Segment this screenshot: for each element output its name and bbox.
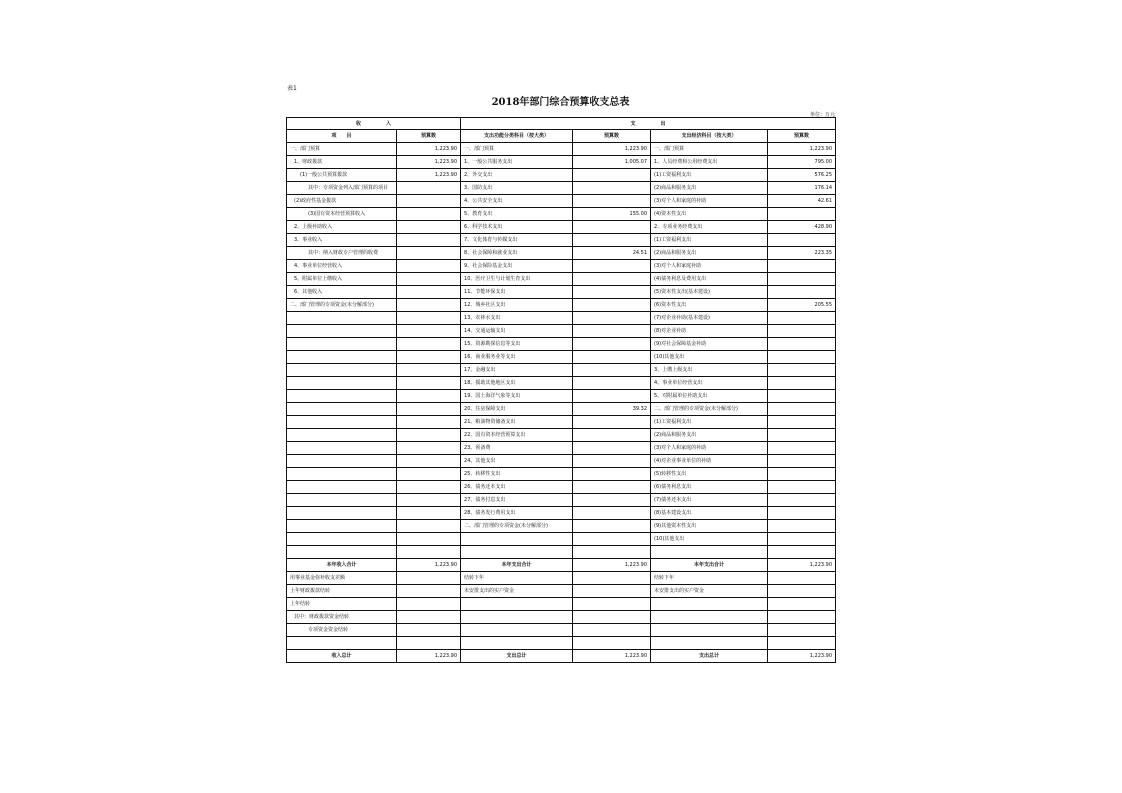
econ-budget-cell: 42.61 [768,195,836,208]
table-row [287,377,836,390]
table-row [287,468,836,481]
table-row [287,403,836,416]
extra-func-cell [461,624,573,637]
income-budget-cell: 1,223.90 [397,169,461,182]
extra-item-cell: 上年结转 [287,598,397,611]
table-row [287,481,836,494]
unit-label: 单位：万元 [809,112,835,118]
func-budget-cell: 24.51 [573,247,651,260]
econ-budget-cell: 176.14 [768,182,836,195]
econ-budget-cell: 205.55 [768,299,836,312]
income-item-cell: 4、事业单位经营收入 [287,260,397,273]
func-budget-cell [573,273,651,286]
income-budget-cell [397,390,461,403]
income-budget-cell [397,533,461,546]
income-budget-cell [397,299,461,312]
col-econ-header: 支出经济科目（按大类） [651,130,768,143]
func-item-cell: 18、援助其他地区支出 [461,377,573,390]
extra-budget-cell [397,611,461,624]
income-item-cell [287,390,397,403]
income-budget-cell [397,351,461,364]
econ-item-cell: (7)对企业补助(基本建设) [651,312,768,325]
grand-func-value: 1,223.90 [573,650,651,663]
income-item-cell [287,494,397,507]
table-row [287,416,836,429]
income-item-cell [287,481,397,494]
extra-budget-cell [397,624,461,637]
income-item-cell [287,364,397,377]
table-row [287,260,836,273]
income-item-cell [287,377,397,390]
extra-item-cell: 其中：财政拨款资金结转 [287,611,397,624]
table-row [287,299,836,312]
extra-econ-budget-cell [768,624,836,637]
econ-budget-cell [768,481,836,494]
extra-item-cell: 用事业基金弥补收支差额 [287,572,397,585]
econ-item-cell: (10)其他支出 [651,351,768,364]
func-item-cell: 23、预备费 [461,442,573,455]
econ-item-cell: (9)其他资本性支出 [651,520,768,533]
table-row [287,247,836,260]
econ-item-cell: (6)债务利息支出 [651,481,768,494]
func-item-cell: 4、公共安全支出 [461,195,573,208]
grand-total-row [287,650,836,663]
func-item-cell: 28、债务发行费用支出 [461,507,573,520]
grand-econ-label: 支出总计 [651,650,768,663]
func-item-cell: 12、城乡社区支出 [461,299,573,312]
income-item-cell [287,351,397,364]
table-row [287,195,836,208]
econ-budget-cell: 576.25 [768,169,836,182]
income-item-cell: (2)政府性基金拨款 [287,195,397,208]
income-budget-cell [397,273,461,286]
econ-budget-cell [768,416,836,429]
extra-econ-budget-cell [768,598,836,611]
col-budget2-header: 预算数 [573,130,651,143]
table-row [287,169,836,182]
econ-total-value: 1,223.90 [768,559,836,572]
extra-func-budget-cell [573,598,651,611]
func-budget-cell [573,351,651,364]
extra-budget-cell [397,572,461,585]
table-row [287,533,836,546]
income-item-cell: 其中：专项资金列入部门预算的项目 [287,182,397,195]
func-total-value: 1,223.90 [573,559,651,572]
income-budget-cell [397,468,461,481]
func-item-cell: 5、教育支出 [461,208,573,221]
extra-item-cell: 上年财政拨款结转 [287,585,397,598]
econ-budget-cell [768,403,836,416]
col-budget3-header: 预算数 [768,130,836,143]
income-item-cell: 3、事业收入 [287,234,397,247]
econ-budget-cell [768,273,836,286]
income-budget-cell [397,403,461,416]
col-func-header: 支出功能分类科目（按大类） [461,130,573,143]
econ-item-cell: (8)基本建设支出 [651,507,768,520]
func-budget-cell [573,481,651,494]
income-budget-cell [397,494,461,507]
table-row [287,364,836,377]
page-title: 2018年部门综合预算收支总表 [491,97,630,108]
econ-item-cell: (1)工资福利支出 [651,234,768,247]
func-item-cell: 9、社会保险基金支出 [461,260,573,273]
extra-budget-cell [397,598,461,611]
func-budget-cell [573,286,651,299]
econ-budget-cell [768,429,836,442]
econ-item-cell: (1)工资福利支出 [651,416,768,429]
econ-item-cell: (7)债务还本支出 [651,494,768,507]
econ-budget-cell [768,494,836,507]
income-budget-cell [397,481,461,494]
func-item-cell: 17、金融支出 [461,364,573,377]
econ-item-cell: (4)对企业事业单位的补助 [651,455,768,468]
table-row [287,221,836,234]
econ-item-cell: (2)商品和服务支出 [651,429,768,442]
extra-econ-budget-cell [768,611,836,624]
func-budget-cell [573,312,651,325]
func-budget-cell [573,416,651,429]
extra-func-budget-cell [573,624,651,637]
income-item-cell: 5、附属单位上缴收入 [287,273,397,286]
income-item-cell [287,312,397,325]
income-total-value: 1,223.90 [397,559,461,572]
table-row [287,312,836,325]
econ-budget-cell [768,338,836,351]
table-row [287,455,836,468]
econ-item-cell: (4)债务利息及费用支出 [651,273,768,286]
extra-econ-budget-cell [768,572,836,585]
table-row [287,351,836,364]
income-budget-cell [397,520,461,533]
table-row [287,208,836,221]
extra-func-cell: 未安排支出的实户资金 [461,585,573,598]
econ-item-cell: (2)商品和服务支出 [651,247,768,260]
econ-item-cell: 4、事业单位经营支出 [651,377,768,390]
grand-func-label: 支出总计 [461,650,573,663]
table-row [287,156,836,169]
income-budget-cell [397,286,461,299]
func-budget-cell [573,234,651,247]
extra-func-cell [461,598,573,611]
table-row [287,494,836,507]
func-item-cell: 7、文化体育与传媒支出 [461,234,573,247]
econ-item-cell: (5)资本性支出(基本建设) [651,286,768,299]
func-item-cell: 24、其他支出 [461,455,573,468]
func-budget-cell: 1,223.90 [573,143,651,156]
econ-budget-cell: 428.90 [768,221,836,234]
income-item-cell [287,507,397,520]
income-budget-cell [397,325,461,338]
extra-row [287,624,836,637]
func-budget-cell [573,260,651,273]
table-row [287,520,836,533]
extra-row [287,572,836,585]
econ-budget-cell [768,468,836,481]
income-item-cell [287,325,397,338]
func-item-cell: 8、社会保障和就业支出 [461,247,573,260]
econ-item-cell: (9)对社会保障基金补助 [651,338,768,351]
income-item-cell: 其中：纳入财政专户管理的收费 [287,247,397,260]
table-row [287,338,836,351]
func-budget-cell [573,325,651,338]
extra-func-budget-cell [573,572,651,585]
func-budget-cell [573,468,651,481]
income-item-cell: 6、其他收入 [287,286,397,299]
econ-budget-cell [768,351,836,364]
budget-table [286,117,836,663]
func-budget-cell: 39.32 [573,403,651,416]
table-row [287,507,836,520]
table-row [287,325,836,338]
income-item-cell [287,455,397,468]
income-budget-cell [397,507,461,520]
econ-budget-cell: 223.35 [768,247,836,260]
income-total-label: 本年收入合计 [287,559,397,572]
extra-func-budget-cell [573,585,651,598]
income-budget-cell [397,234,461,247]
func-item-cell: 19、国土海洋气象等支出 [461,390,573,403]
func-budget-cell [573,377,651,390]
func-budget-cell [573,507,651,520]
extra-econ-cell: 结转下年 [651,572,768,585]
extra-budget-cell [397,585,461,598]
func-item-cell: 27、债务付息支出 [461,494,573,507]
func-item-cell: 13、农林水支出 [461,312,573,325]
func-item-cell: 16、商业服务业等支出 [461,351,573,364]
econ-budget-cell [768,364,836,377]
func-budget-cell [573,182,651,195]
expense-header: 支 出 [461,118,836,130]
income-budget-cell: 1,223.90 [397,156,461,169]
income-budget-cell [397,377,461,390]
econ-item-cell: (5)转移性支出 [651,468,768,481]
func-item-cell: 二、部门管理的专项资金(未分解部分) [461,520,573,533]
extra-econ-cell [651,611,768,624]
income-item-cell [287,338,397,351]
econ-item-cell: (8)对企业补助 [651,325,768,338]
func-item-cell: 3、国防支出 [461,182,573,195]
income-budget-cell [397,364,461,377]
func-budget-cell: 1,005.07 [573,156,651,169]
func-item-cell: 25、转移性支出 [461,468,573,481]
func-budget-cell [573,494,651,507]
func-item-cell: 14、交通运输支出 [461,325,573,338]
func-budget-cell [573,390,651,403]
econ-item-cell: 1、人员经费和公用经费支出 [651,156,768,169]
grand-income-label: 收入总计 [287,650,397,663]
func-item-cell: 22、国有资本经营预算支出 [461,429,573,442]
income-budget-cell [397,429,461,442]
econ-budget-cell [768,208,836,221]
econ-item-cell: (6)资本性支出 [651,299,768,312]
econ-total-label: 本年支出合计 [651,559,768,572]
income-budget-cell [397,416,461,429]
econ-budget-cell [768,455,836,468]
table-tag: 表1 [287,85,297,92]
func-budget-cell [573,169,651,182]
extra-row [287,585,836,598]
income-budget-cell [397,338,461,351]
econ-budget-cell [768,533,836,546]
func-budget-cell [573,195,651,208]
extra-row [287,598,836,611]
econ-budget-cell [768,520,836,533]
econ-budget-cell: 795.00 [768,156,836,169]
econ-item-cell: 2、专项业务经费支出 [651,221,768,234]
func-budget-cell [573,520,651,533]
col-item-header: 项 目 [287,130,397,143]
econ-budget-cell: 1,223.90 [768,143,836,156]
income-header: 收 入 [287,118,461,130]
func-budget-cell [573,364,651,377]
econ-item-cell: (2)商品和服务支出 [651,182,768,195]
econ-item-cell: (4)资本性支出 [651,208,768,221]
income-budget-cell [397,221,461,234]
table-row [287,143,836,156]
income-item-cell: (3)国有资本经营预算收入 [287,208,397,221]
func-item-cell: 11、节能环保支出 [461,286,573,299]
econ-item-cell: 5、对附属单位补助支出 [651,390,768,403]
table-row [287,182,836,195]
extra-econ-budget-cell [768,585,836,598]
extra-func-cell: 结转下年 [461,572,573,585]
func-item-cell: 10、医疗卫生与计划生育支出 [461,273,573,286]
econ-budget-cell [768,260,836,273]
table-row [287,286,836,299]
table-row [287,273,836,286]
econ-item-cell: 一、部门预算 [651,143,768,156]
col-budget-header: 预算数 [397,130,461,143]
func-item-cell: 6、科学技术支出 [461,221,573,234]
econ-budget-cell [768,377,836,390]
econ-budget-cell [768,325,836,338]
func-item-cell: 21、粮油物资储备支出 [461,416,573,429]
econ-item-cell: (1)工资福利支出 [651,169,768,182]
func-budget-cell [573,533,651,546]
grand-econ-value: 1,223.90 [768,650,836,663]
econ-item-cell: 3、上缴上级支出 [651,364,768,377]
func-item-cell: 一、部门预算 [461,143,573,156]
income-budget-cell [397,208,461,221]
income-item-cell [287,442,397,455]
econ-budget-cell [768,286,836,299]
econ-budget-cell [768,312,836,325]
income-item-cell: 一、部门预算 [287,143,397,156]
income-budget-cell: 1,223.90 [397,143,461,156]
table-row [287,442,836,455]
func-item-cell: 15、资源勘探信息等支出 [461,338,573,351]
func-total-label: 本年支出合计 [461,559,573,572]
econ-item-cell: (3)对个人和家庭补助 [651,260,768,273]
extra-func-cell [461,611,573,624]
func-item-cell: 2、外交支出 [461,169,573,182]
func-budget-cell [573,221,651,234]
income-item-cell [287,468,397,481]
income-item-cell: 二、部门管理的专项资金(未分解部分) [287,299,397,312]
func-budget-cell [573,299,651,312]
econ-budget-cell [768,234,836,247]
grand-income-value: 1,223.90 [397,650,461,663]
total-row [287,559,836,572]
extra-econ-cell [651,598,768,611]
extra-item-cell: 专项资金资金结转 [287,624,397,637]
func-budget-cell: 155.00 [573,208,651,221]
extra-row [287,611,836,624]
func-item-cell: 26、债务还本支出 [461,481,573,494]
income-item-cell [287,533,397,546]
income-budget-cell [397,182,461,195]
econ-item-cell: 二、部门管理的专项资金(未分解部分) [651,403,768,416]
extra-econ-cell: 未安排支出的实户资金 [651,585,768,598]
econ-item-cell: (3)对个人和家庭的补助 [651,195,768,208]
income-item-cell: 1、财政拨款 [287,156,397,169]
income-item-cell [287,429,397,442]
income-item-cell: (1)一般公共预算拨款 [287,169,397,182]
func-item-cell: 1、一般公共服务支出 [461,156,573,169]
func-item-cell [461,533,573,546]
table-row [287,390,836,403]
econ-item-cell: (10)其他支出 [651,533,768,546]
func-budget-cell [573,442,651,455]
econ-budget-cell [768,390,836,403]
income-budget-cell [397,195,461,208]
income-budget-cell [397,247,461,260]
income-item-cell: 2、上级补助收入 [287,221,397,234]
econ-item-cell: (3)对个人和家庭的补助 [651,442,768,455]
extra-econ-cell [651,624,768,637]
income-budget-cell [397,442,461,455]
extra-func-budget-cell [573,611,651,624]
income-item-cell [287,416,397,429]
func-budget-cell [573,455,651,468]
func-budget-cell [573,338,651,351]
table-row [287,234,836,247]
econ-budget-cell [768,507,836,520]
table-row [287,429,836,442]
income-item-cell [287,520,397,533]
func-budget-cell [573,429,651,442]
econ-budget-cell [768,442,836,455]
income-item-cell [287,403,397,416]
income-budget-cell [397,455,461,468]
income-budget-cell [397,260,461,273]
func-item-cell: 20、住房保障支出 [461,403,573,416]
income-budget-cell [397,312,461,325]
